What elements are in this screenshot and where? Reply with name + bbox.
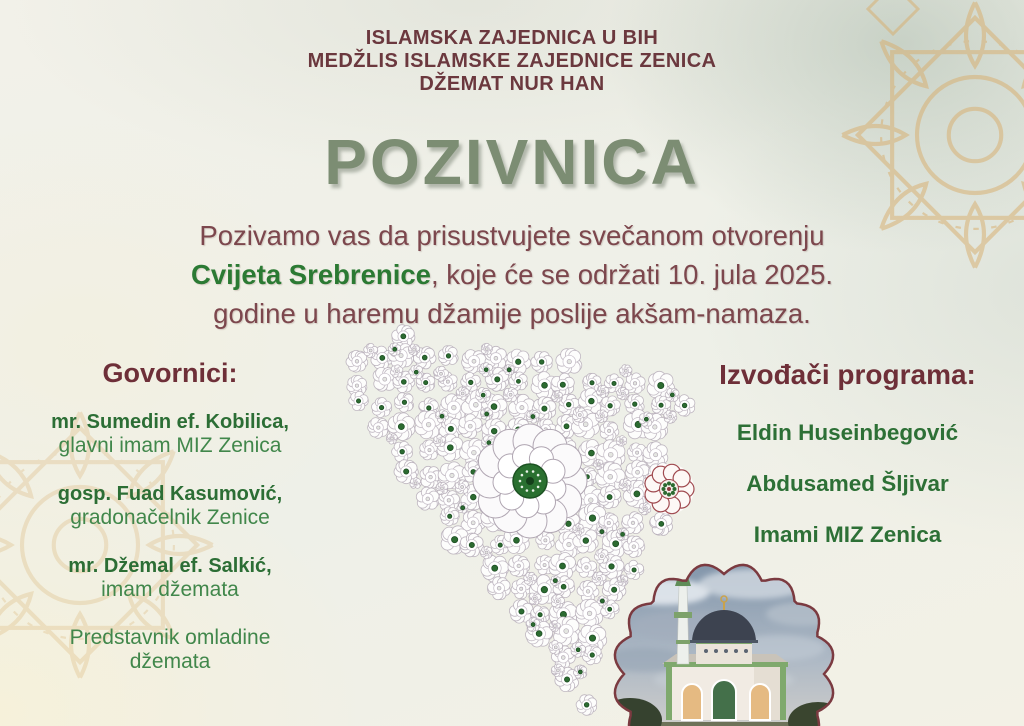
invitation-line-2 [0, 255, 1024, 294]
speaker-role: gradonačelnik Zenice [70, 506, 270, 529]
invitation-text [0, 216, 1024, 333]
performer-item: Eldin Huseinbegović [736, 420, 959, 445]
invitation-line-3: godine u haremu džamije poslije akšam-namaza. [213, 298, 811, 329]
org-line-1: ISLAMSKA ZAJEDNICA U BIH [365, 27, 659, 49]
speaker-role: imam džemata [101, 578, 239, 601]
organization-header [0, 27, 1024, 96]
speaker-role: glavni imam MIZ Zenica [58, 434, 282, 457]
speaker-name: mr. Džemal ef. Salkić, [68, 555, 272, 577]
mosque-photo [604, 552, 844, 726]
event-date: , koje će se održati 10. jula 2025. [430, 259, 834, 290]
speaker-item [15, 554, 325, 602]
speaker-item [15, 410, 325, 458]
invitation-line-1: Pozivamo vas da prisustvujete svečanom otvorenju [199, 220, 825, 251]
speakers-heading: Govornici: [102, 358, 238, 388]
speakers-column [15, 357, 325, 698]
org-line-2: MEDŽLIS ISLAMSKE ZAJEDNICE ZENICA [307, 50, 717, 72]
event-name: Cvijeta Srebrenice [190, 259, 431, 290]
performer-item: Abdusamed Šljivar [746, 471, 949, 496]
performers-column [680, 358, 1015, 573]
performer-item: Imami MIZ Zenica [753, 522, 942, 547]
performers-heading: Izvođači programa: [719, 359, 976, 390]
speaker-item [15, 482, 325, 530]
speaker-name: mr. Sumedin ef. Kobilica, [51, 411, 289, 433]
speaker-name: gosp. Fuad Kasumović, [57, 483, 283, 505]
org-line-3: DŽEMAT NUR HAN [419, 73, 605, 95]
speaker-role: Predstavnik omladine džemata [69, 626, 271, 673]
page-title: POZIVNICA [324, 126, 700, 198]
speaker-item [15, 626, 325, 674]
